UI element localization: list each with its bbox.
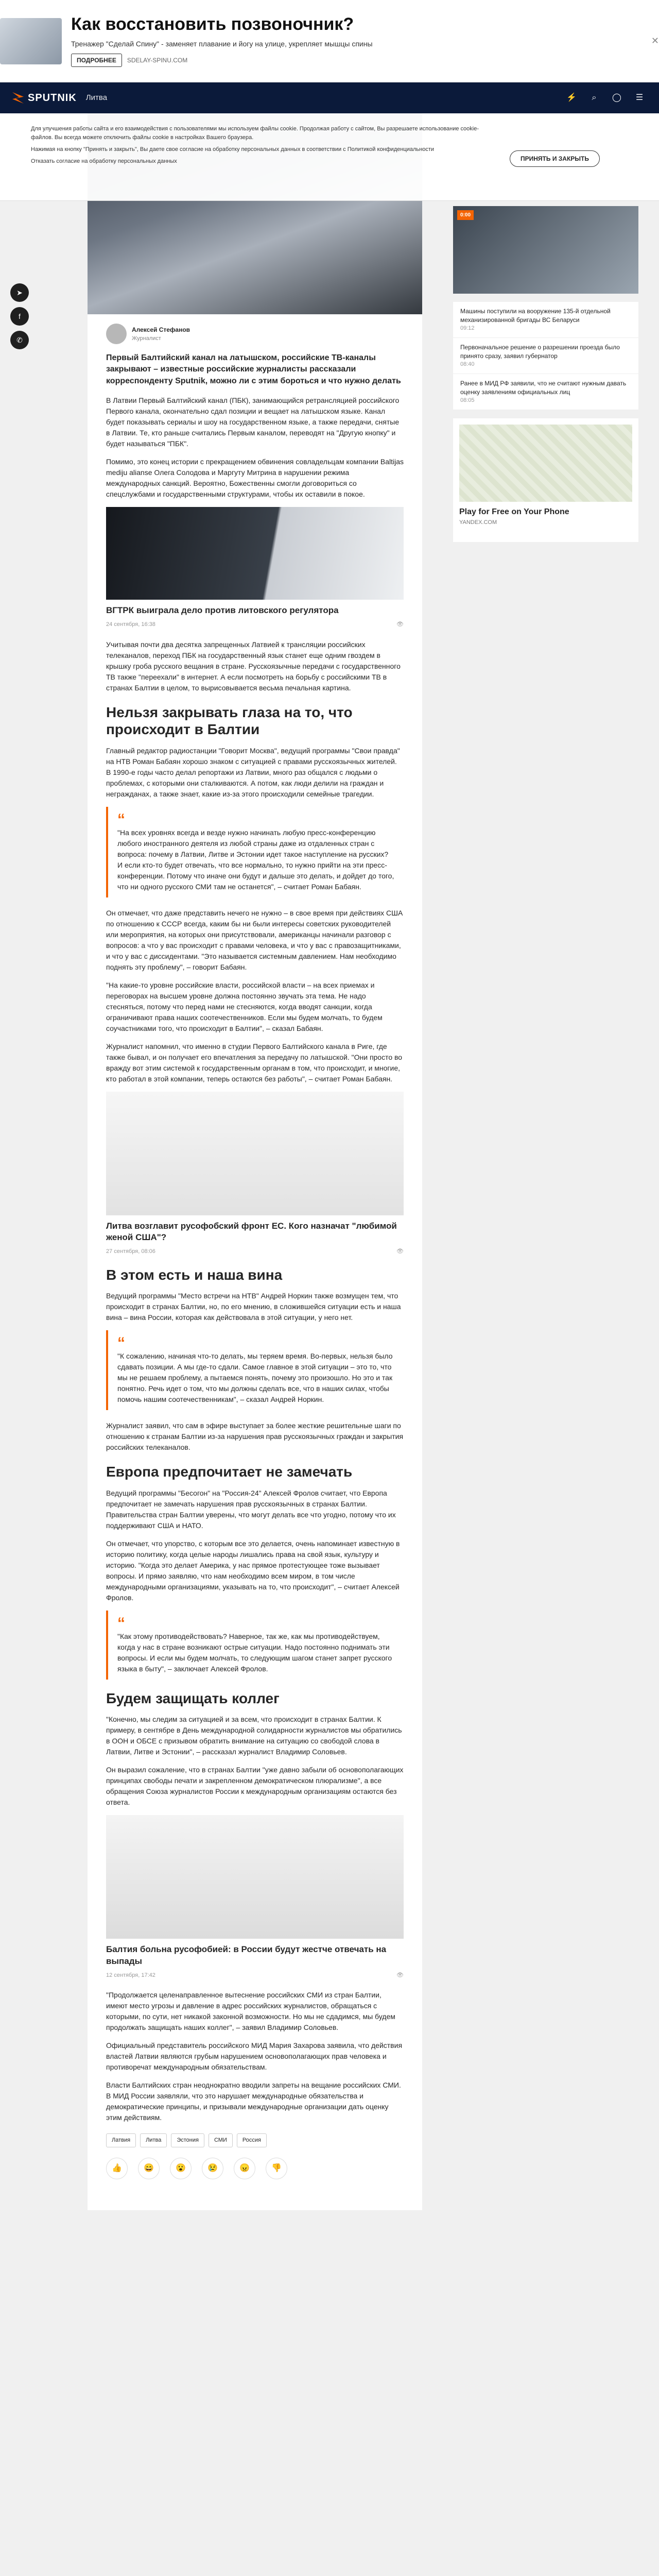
related-title[interactable]: Литва возглавит русофобский фронт ЕС. Кого назначат "любимой женой США"? — [106, 1221, 397, 1243]
quote-block — [106, 807, 404, 897]
whatsapp-icon[interactable]: ✆ — [10, 331, 29, 349]
paragraph: "Конечно, мы следим за ситуацией и за всем, что происходит в странах Балтии. К примеру, в сентябре в День международной солидарности журналистов мы обратились в ООН и ОБСЕ с призывом обратить внимание на ситуацию со свободой слова в Латвии, Литве и Эстонии", – рассказал журналист Владимир Соловьев. — [106, 1715, 402, 1756]
paragraph: Главный редактор радиостанции "Говорит Москва", ведущий программы "Свои правда" на НТВ Роман Бабаян хорошо знаком с ситуацией с правами русскоязычных жителей. В 1990-е годы часто делал репортажи из Латвии, много раз общался с людьми о проблемах, с которыми они сталкиваются. А потом, как люди делили на граждан и негражданах, а также знает, какие из-за этого происходили семейные трагедии. — [106, 746, 400, 798]
related-article-card[interactable] — [106, 1092, 404, 1256]
section-heading: В этом есть и наша вина — [106, 1266, 283, 1283]
related-image — [106, 507, 404, 600]
eye-icon: 👁 — [396, 621, 404, 628]
sad-icon[interactable]: 😢 — [202, 2158, 223, 2179]
angry-icon[interactable]: 😠 — [234, 2158, 255, 2179]
top-ad-banner[interactable] — [0, 0, 659, 82]
dislike-icon[interactable]: 👎 — [266, 2158, 287, 2179]
wow-icon[interactable]: 😮 — [170, 2158, 192, 2179]
video-duration: 0:00 — [457, 210, 474, 220]
ad-map-image — [459, 425, 632, 502]
telegram-icon[interactable]: ➤ — [10, 283, 29, 302]
rail-image — [453, 206, 638, 294]
paragraph: Помимо, это конец истории с прекращением обвинения совладельцам компании Baltijas mediju alianse Олега Солодова и Маргуту Митрина в нарушении режима международных санкций. Вероятно, Божественны смогли договориться со спецслужбами и государственными структурами, чтобы их оставили в покое. — [106, 457, 404, 499]
quote-icon: “ — [117, 810, 125, 828]
related-date: 27 сентября, 08:06 — [106, 1248, 155, 1255]
like-icon[interactable]: 👍 — [106, 2158, 128, 2179]
cookie-decline-link[interactable]: Отказать согласие на обработку персональных данных — [31, 158, 177, 165]
paragraph: Он выразил сожаление, что в странах Балтии "уже давно забыли об основополагающих принципах свободы печати и закрепленном демократическом плюрализме", а все обращения Союза журналистов России к международным организациям остаются без ответа. — [106, 1766, 404, 1807]
quote-block — [106, 1611, 404, 1680]
rail-news-item[interactable]: Ранее в МИД РФ заявили, что не считают нужным давать оценку заявлениям официальных лиц 08:05 — [453, 374, 638, 410]
paragraph: Он отмечает, что даже представить нечего не нужно – в свое время при действиях США по отношению к СССР всегда, каким бы ни были интересы советских руководителей или мероприятия, на которых они присутствовали, американцы начинали разговор с вопросов: а что у вас происходит с правами человека, и что у вас с правозащитниками, и что у вас с диссидентами. "Это называется системным давлением. Нам необходимо поднять эту проблему", – говорит Бабаян. — [106, 908, 403, 971]
search-icon[interactable]: ⌕ — [592, 93, 597, 102]
paragraph: Ведущий программы "Бесогон" на "Россия-24" Алексей Фролов считает, что Европа предпочитает не замечать нарушения прав русскоязычных в странах Балтии. Правительства стран Балтии уверены, что могут делать все что угодно, потому что их поддерживают США и НАТО. — [106, 1488, 396, 1530]
related-title[interactable]: Балтия больна русофобией: в России будут жестче отвечать на выпады — [106, 1944, 387, 1966]
facebook-icon[interactable]: f — [10, 307, 29, 326]
related-article-card[interactable] — [106, 1815, 404, 1979]
related-image — [106, 1092, 404, 1215]
right-rail — [453, 113, 638, 2210]
related-date: 24 сентября, 16:38 — [106, 621, 155, 628]
related-image — [106, 1815, 404, 1939]
paragraph: "На какие-то уровне российские власти, российской власти – на всех приемах и переговорах на высшем уровне должна постоянно звучать эта тема. Не надо стесняться, потому что перед нами не стесняются, когда вводят санкции, когда ограничивают права наших соотечественников. Если мы будем молчать, то будем соучастниками того, что происходит в Балтии", – сказал Бабаян. — [106, 980, 383, 1032]
tag[interactable]: Латвия — [106, 2133, 136, 2147]
site-logo[interactable]: SPUTNIK — [12, 90, 77, 106]
quote-icon: “ — [117, 1334, 125, 1352]
quote-icon: “ — [117, 1614, 125, 1632]
rail-ad[interactable] — [453, 418, 638, 542]
ad-image — [0, 18, 62, 64]
lightning-icon[interactable]: ⚡ — [566, 93, 577, 102]
paragraph: В Латвии Первый Балтийский канал (ПБК), занимающийся ретрансляцией российского Первого канала, окончательно сдал позиции и вещает на латышском языке. Канал будет показывать сериалы и шоу на государственном языке, а также передачи, снятые в Латвии. Те, кто раньше считались Первым каналом, переводят на "Другую кнопку" и будет называться "ПБК". — [106, 396, 400, 448]
paragraph: Он отмечает, что упорство, с которым все это делается, очень напоминает известную в историю политику, когда целые народы лишались права на свой язык, культуру и историю. "Когда это делает Америка, у нас прямое протестующее тоже вызывает вопросы. И прямо заявляю, что нам необходимо всем миром, в том числе международными организациями, указывать на то, что происходит", – считает Алексей Фролов. — [106, 1539, 400, 1602]
rail-news-item[interactable]: Машины поступили на вооружение 135-й отдельной механизированной бригады ВС Беларуси 09:12 — [453, 302, 638, 338]
section-heading: Нельзя закрывать глаза на то, что происходит в Балтии — [106, 704, 353, 738]
rail-news-list — [453, 302, 638, 410]
tag[interactable]: Эстония — [171, 2133, 204, 2147]
article-lead: Первый Балтийский канал на латышском, российские ТВ-каналы закрывают – известные российские журналисты рассказали корреспонденту Sputnik, можно ли с этим бороться и что нужно делать — [106, 353, 401, 385]
paragraph: Учитывая почти два десятка запрещенных Латвией к трансляции российских телеканалов, переход ПБК на государственный язык станет еще одним гвоздем в крышку гроба русского вещания в стране. Русскоязычные передачи с государственного ТВ также "переехали" в интернет. А если посмотреть на борьбу с российскими ТВ в странах Балтии в целом, то вырисовывается весьма печальная картина. — [106, 640, 401, 692]
tag[interactable]: Литва — [140, 2133, 167, 2147]
cookie-consent-text: Нажимая на кнопку "Принять и закрыть", Вы даете свое согласие на обработку персональных данных в соответствии с Политикой конфиденциальности — [31, 146, 435, 153]
paragraph: Ведущий программы "Место встречи на НТВ" Андрей Норкин также возмущен тем, что происходит в странах Балтии, но, по его мнению, в сложившейся ситуации есть и наша вина – вина России, которая как действовала в этой ситуации, у него нет. — [106, 1292, 401, 1322]
section-heading: Будем защищать коллег — [106, 1690, 280, 1706]
close-icon[interactable]: ✕ — [651, 36, 659, 46]
cookie-banner — [0, 113, 659, 201]
rail-ad-title[interactable]: Play for Free on Your Phone — [459, 507, 569, 516]
author-name[interactable]: Алексей Стефанов — [132, 326, 190, 333]
logo-icon — [12, 92, 24, 104]
related-article-card[interactable] — [106, 507, 404, 629]
related-title[interactable]: ВГТРК выиграла дело против литовского регулятора — [106, 605, 339, 616]
ad-title[interactable]: Как восстановить позвоночник? — [71, 14, 354, 35]
quote-text: "К сожалению, начиная что-то делать, мы теряем время. Во-первых, нельзя было сдавать позиции. А мы где-то сдали. Самое главное в этой ситуации – это то, что мы не решаем проблему, а пытаемся понять, почему это произошло. Но это и так понятно. Речь идет о том, что мы должны сделать все, что в наших силах, чтобы помочь нашим соотечественникам", – сказал Андрей Норкин. — [117, 1352, 393, 1404]
quote-block — [106, 1330, 404, 1410]
user-icon[interactable]: ◯ — [612, 93, 621, 102]
quote-text: "На всех уровнях всегда и везде нужно начинать любую пресс-конференцию любого иностранного деятеля из любой страны даже из отдаленных стран с вопроса: почему в Латвии, Литве и Эстонии идет такое наступление на русских? И если кто-то будет отвечать, что все нормально, то нужно прийти на эти пресс-конференции. Потому что иначе они будут и дальше это делать, и дойдет до того, что ни одного русского СМИ там не останется", – считает Роман Бабаян. — [117, 828, 394, 891]
article — [88, 113, 422, 2210]
paragraph: Журналист заявил, что сам в эфире выступает за более жесткие решительные шаги по отношению к странам Балтии из-за нарушения прав русскоязычных граждан и закрытия российских телеканалов. — [106, 1421, 404, 1452]
region-label[interactable]: Литва — [85, 93, 108, 102]
ad-text: Тренажер "Сделай Спину" - заменяет плавание и йогу на улице, укрепляет мышцы спины — [71, 39, 373, 48]
avatar — [106, 324, 127, 344]
tag[interactable]: СМИ — [209, 2133, 233, 2147]
section-heading: Европа предпочитает не замечать — [106, 1464, 353, 1480]
accept-cookies-button[interactable]: ПРИНЯТЬ И ЗАКРЫТЬ — [510, 150, 600, 167]
site-header — [0, 82, 659, 113]
menu-icon[interactable]: ☰ — [635, 93, 644, 102]
quote-text: "Как этому противодействовать? Наверное, так же, как мы противодействуем, когда у нас в стране возникают острые ситуации. Надо постоянно поднимать эти вопросы. И если мы будем молчать, то следующим шагом станет запрет русского языка в быту", – заключает Алексей Фролов. — [117, 1632, 392, 1673]
cookie-text: Для улучшения работы сайта и его взаимодействия с пользователями мы используем файлы cookie. Продолжая работу с сайтом, Вы разрешаете использование cookie-файлов. Вы всегда можете отключить файлы cookie в настройках Вашего браузера. — [31, 126, 479, 141]
haha-icon[interactable]: 😄 — [138, 2158, 160, 2179]
share-bar — [10, 283, 29, 349]
paragraph: Журналист напомнил, что именно в студии Первого Балтийского канала в Риге, где также бывал, и он получает его впечатления за передачу по латышской. "Они просто во вражду вот этим системой к государственным органам в том, что происходит, и многие, кто работал в этой компании, теперь остаются без работы", – считает Роман Бабаян. — [106, 1042, 403, 1083]
rail-news-item[interactable]: Первоначальное решение о разрешении проезда было принято сразу, заявил губернатор 08:40 — [453, 338, 638, 374]
tag-list — [106, 2133, 404, 2147]
author-role: Журналист — [132, 335, 161, 342]
ad-more-button[interactable]: ПОДРОБНЕЕ — [71, 54, 122, 67]
related-date: 12 сентября, 17:42 — [106, 1972, 155, 1978]
author-block[interactable] — [106, 324, 404, 344]
eye-icon: 👁 — [396, 1972, 404, 1978]
paragraph: "Продолжается целенаправленное вытеснение российских СМИ из стран Балтии, имеют место угрозы и давление в адрес российских журналистов, обращаться с которыми, по сути, нет никакой законной возможности. Но мы не сдадимся, мы будем продолжать защищать наших коллег", – заявил Владимир Соловьев. — [106, 1991, 395, 2032]
ad-domain: SDELAY-SPINU.COM — [127, 56, 188, 64]
reactions — [106, 2158, 404, 2179]
eye-icon: 👁 — [396, 1248, 404, 1255]
paragraph: Власти Балтийских стран неоднократно вводили запреты на вещание российских СМИ. В МИД России заявляли, что это нарушает международные обязательства и демократические принципы, и призывали международные организации дать оценку этим действиям. — [106, 2081, 401, 2122]
tag[interactable]: Россия — [237, 2133, 267, 2147]
rail-video-card[interactable] — [453, 206, 638, 294]
rail-ad-domain: YANDEX.COM — [459, 519, 497, 526]
paragraph: Официальный представитель российского МИД Мария Захарова заявила, что действия властей Латвии являются грубым нарушением основополагающих прав человека и противоречат международным обязательствам. — [106, 2041, 403, 2072]
